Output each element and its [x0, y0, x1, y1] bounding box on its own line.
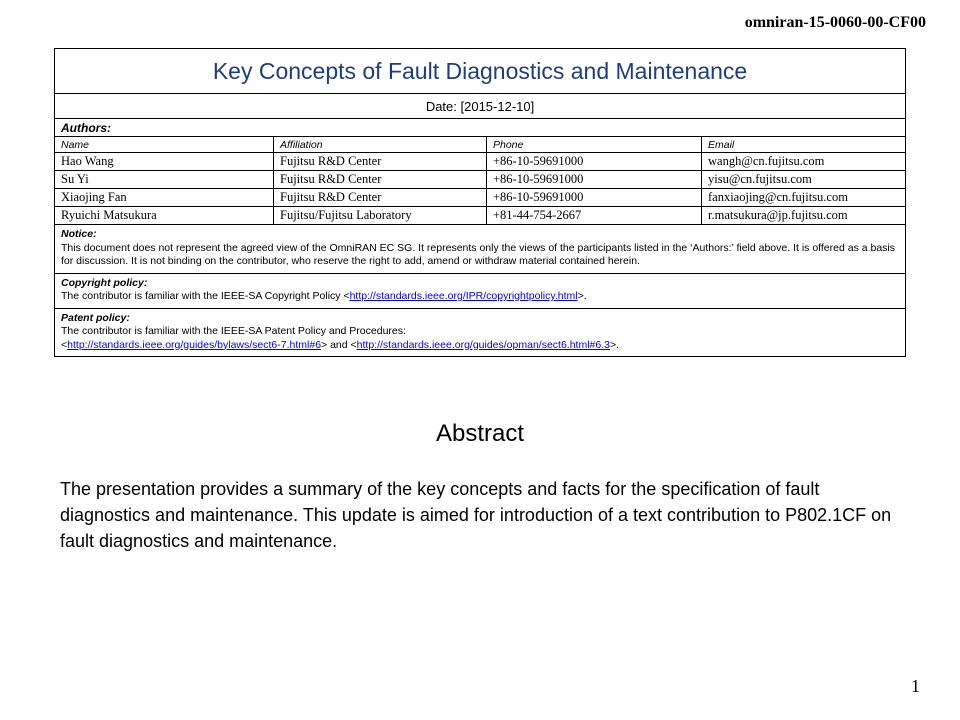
author-name: Xiaojing Fan: [55, 189, 274, 207]
author-email: r.matsukura@jp.fujitsu.com: [702, 207, 906, 225]
author-email: yisu@cn.fujitsu.com: [702, 171, 906, 189]
notice-text: This document does not represent the agreed view of the OmniRAN EC SG. It represents only the views of the participants listed in the ‘Authors:’ field above. It is offered as a basis for discussion. It is not binding on the contributor, who reserve the right to add, amend or withdraw material contained herein.: [61, 241, 896, 267]
author-phone: +81-44-754-2667: [487, 207, 702, 225]
copyright-policy-link[interactable]: http://standards.ieee.org/IPR/copyrightpolicy.html: [349, 290, 578, 302]
cover-table: [54, 48, 906, 357]
copyright-section: [55, 273, 906, 308]
patent-section: [55, 308, 906, 357]
patent-opman-link[interactable]: http://standards.ieee.org/guides/opman/sect6.html#6.3: [356, 338, 610, 351]
column-header-phone: Phone: [487, 137, 702, 153]
author-phone: +86-10-59691000: [487, 153, 702, 171]
author-email: wangh@cn.fujitsu.com: [702, 153, 906, 171]
copyright-text: The contributor is familiar with the IEEE-SA Copyright Policy <: [61, 290, 350, 302]
author-phone: +86-10-59691000: [487, 171, 702, 189]
copyright-text-end: >.: [577, 290, 587, 302]
author-affiliation: Fujitsu/Fujitsu Laboratory: [274, 207, 487, 225]
author-affiliation: Fujitsu R&D Center: [274, 189, 487, 207]
author-name: Hao Wang: [55, 153, 274, 171]
author-affiliation: Fujitsu R&D Center: [274, 153, 487, 171]
column-header-name: Name: [55, 137, 274, 153]
document-id: omniran-15-0060-00-CF00: [744, 14, 926, 31]
patent-text-and: > and <: [321, 338, 357, 351]
notice-label: Notice:: [61, 228, 97, 240]
author-name: Su Yi: [55, 171, 274, 189]
notice-section: [55, 225, 906, 274]
authors-label: Authors:: [55, 119, 906, 137]
author-email: fanxiaojing@cn.fujitsu.com: [702, 189, 906, 207]
document-title: Key Concepts of Fault Diagnostics and Maintenance: [55, 49, 906, 94]
abstract-heading: Abstract: [435, 420, 525, 447]
abstract-text: The presentation provides a summary of the key concepts and facts for the specification of fault diagnostics and maintenance. This update is aimed for introduction of a text contribution to P802.1CF on fault diagnostics and maintenance.: [60, 479, 892, 551]
table-row: [55, 189, 906, 207]
author-affiliation: Fujitsu R&D Center: [274, 171, 487, 189]
patent-bylaws-link[interactable]: http://standards.ieee.org/guides/bylaws/sect6-7.html#6: [67, 338, 322, 351]
column-header-email: Email: [702, 137, 906, 153]
copyright-label: Copyright policy:: [61, 276, 148, 289]
table-row: [55, 207, 906, 225]
patent-bracket-close: >.: [610, 338, 620, 351]
author-name: Ryuichi Matsukura: [55, 207, 274, 225]
author-phone: +86-10-59691000: [487, 189, 702, 207]
patent-bracket-open: <: [61, 338, 68, 351]
patent-text: The contributor is familiar with the IEEE-SA Patent Policy and Procedures:: [61, 325, 406, 337]
patent-label: Patent policy:: [61, 311, 130, 324]
column-header-affiliation: Affiliation: [274, 137, 487, 153]
table-row: [55, 153, 906, 171]
page-number: 1: [911, 676, 920, 696]
document-date: Date: [2015-12-10]: [55, 94, 906, 119]
authors-header-row: [55, 137, 906, 153]
table-row: [55, 171, 906, 189]
